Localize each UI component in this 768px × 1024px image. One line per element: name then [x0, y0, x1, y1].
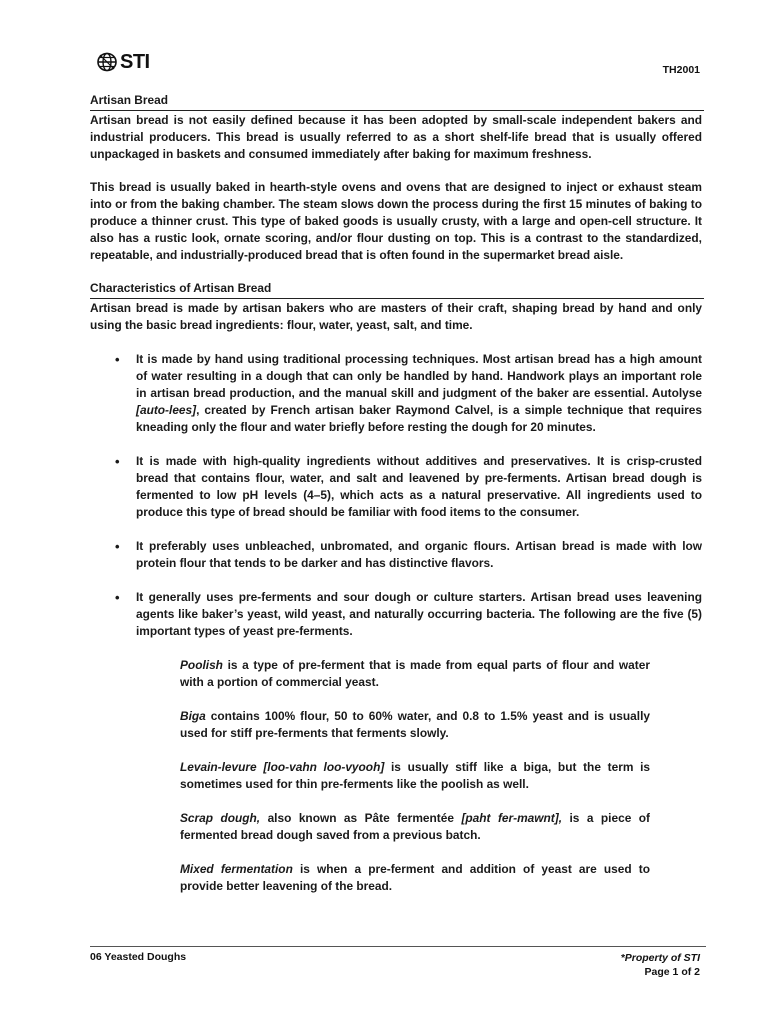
list-item: • It generally uses pre-ferments and sour dough or culture starters. Artisan bread uses leavening agents like baker’s yeast, wild yeast, and naturally occurring bacteria. The following are the five (5) important types of yeast pre-ferments. — [115, 590, 702, 638]
footer-divider — [90, 946, 706, 947]
sti-logo — [96, 50, 150, 74]
footer-page-number: Page 1 of 2 — [644, 966, 700, 978]
list-item: • It is made with high-quality ingredients without additives and preservatives. It is crisp-crusted bread that contains flour, water, and salt and leavened by pre-ferments. Artisan bread dough is fermented to low pH levels (4–5), which acts as a natural preservative. All ingredients used to produce this type of bread should be familiar with food items to the consumer. — [115, 454, 702, 519]
preferment-item-scrap-dough: Scrap dough, also known as Pâte fermentée [paht fer-mawnt], is a piece of fermented bread dough saved from a previous batch. — [180, 811, 650, 842]
preferment-list — [90, 657, 702, 895]
preferment-item-levain: Levain-levure [loo-vahn loo-vyooh] is usually stiff like a biga, but the term is sometimes used for thin pre-ferments like the poolish as well. — [180, 760, 650, 791]
paragraph-1: Artisan bread is not easily defined because it has been adopted by small-scale independent bakers and industrial producers. This bread is usually referred to as a short shelf-life bread that is usually offered unpackaged in baskets and consumed immediately after baking for maximum freshness. — [90, 113, 702, 161]
title-underline — [90, 110, 704, 111]
logo-text: STI — [120, 50, 150, 73]
section-title-characteristics: Characteristics of Artisan Bread — [90, 281, 272, 295]
footer-module-name: 06 Yeasted Doughs — [90, 951, 187, 963]
preferment-item-mixed: Mixed fermentation is when a pre-ferment and addition of yeast are used to provide better leavening of the bread. — [180, 862, 651, 893]
footer-right — [621, 951, 700, 979]
paragraph-2: This bread is usually baked in hearth-style ovens and ovens that are designed to inject or exhaust steam into or from the baking chamber. The steam slows down the process during the first 15 minutes of baking to produce a thinner crust. This type of baked goods is usually crusty, with a large and open-cell structure. It also has a rustic look, ornate scoring, and/or flour dusting on top. This is a contrast to the standardized, repeatable, and industrially-produced bread that is often found in the supermarket bread aisle. — [90, 180, 702, 262]
document-body — [90, 92, 702, 895]
list-item: • It preferably uses unbleached, unbromated, and organic flours. Artisan bread is made with low protein flour that tends to be darker and has distinctive flavors. — [115, 539, 703, 570]
list-item: • It is made by hand using traditional processing techniques. Most artisan bread has a high amount of water resulting in a dough that can only be handled by hand. Handwork plays an important role in artisan bread production, and the manual skill and judgment of the baker are essential. Autolyse [auto-lees], created by French artisan baker Raymond Calvel, is a simple technique that requires kneading only the flour and water briefly before resting the dough for 20 minutes. — [115, 352, 703, 434]
preferment-item-poolish: Poolish is a type of pre-ferment that is made from equal parts of flour and water with a portion of commercial yeast. — [180, 658, 650, 689]
preferment-item-biga: Biga contains 100% flour, 50 to 60% water, and 0.8 to 1.5% yeast and is usually used for stiff pre-ferments that ferments slowly. — [180, 709, 650, 740]
globe-icon — [96, 52, 118, 72]
document-code: TH2001 — [662, 64, 700, 76]
footer-property: *Property of STI — [620, 952, 700, 964]
title-underline — [90, 298, 704, 299]
section-title-artisan-bread: Artisan Bread — [90, 93, 168, 107]
characteristics-list — [90, 351, 702, 640]
characteristics-intro: Artisan bread is made by artisan bakers who are masters of their craft, shaping bread by hand and only using the basic bread ingredients: flour, water, yeast, salt, and time. — [90, 301, 702, 332]
